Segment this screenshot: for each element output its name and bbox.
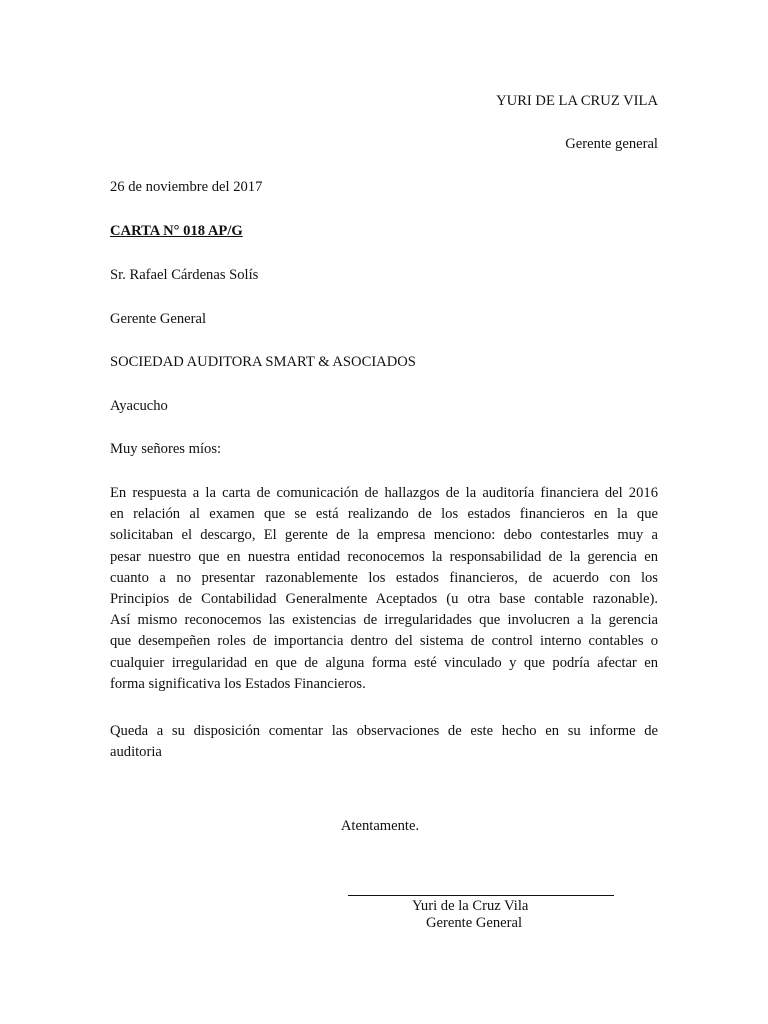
body-line: Así mismo reconocemos las existencias de irregularidades que involucren a la gerencia	[110, 612, 658, 629]
body-line: auditoria	[110, 744, 162, 761]
signature-line	[348, 895, 614, 896]
body-line: cuanto a no presentar razonablemente los estados financieros, de acuerdo con los	[110, 569, 658, 586]
signature-name: Yuri de la Cruz Vila	[412, 898, 529, 914]
salutation: Muy señores míos:	[110, 441, 222, 457]
body-line: cualquier irregularidad en que de alguna forma esté vinculado y que podría afectar en	[110, 654, 658, 671]
body-line: Queda a su disposición comentar las observaciones de este hecho en su informe de	[110, 723, 658, 739]
body-line: que desempeñen roles de importancia dentro del sistema de control interno contables o	[110, 633, 658, 650]
recipient-name: Sr. Rafael Cárdenas Solís	[110, 267, 259, 283]
sender-title: Gerente general	[565, 136, 658, 152]
body-paragraph-1	[110, 483, 658, 695]
sender-name: YURI DE LA CRUZ VILA	[496, 93, 658, 109]
body-line: pesar nuestro que en nuestra entidad reconocemos la responsabilidad de la gerencia en	[110, 548, 658, 565]
letter-number: CARTA N° 018 AP/G	[110, 223, 243, 239]
letter-date: 26 de noviembre del 2017	[110, 179, 263, 195]
signature-title: Gerente General	[426, 915, 523, 931]
body-line: Principios de Contabilidad Generalmente Aceptados (u otra base contable razonable).	[110, 590, 658, 607]
recipient-company: SOCIEDAD AUDITORA SMART & ASOCIADOS	[110, 354, 416, 370]
closing-text: Atentamente.	[340, 818, 420, 834]
recipient-city: Ayacucho	[110, 398, 168, 414]
body-paragraph-2	[110, 721, 658, 763]
recipient-title: Gerente General	[110, 311, 207, 327]
body-line: En respuesta a la carta de comunicación de hallazgos de la auditoría financiera del 2016	[110, 485, 658, 501]
body-line: en relación al examen que se está realizando de los estados financieros en la que	[110, 506, 658, 523]
body-line: forma significativa los Estados Financieros.	[110, 675, 366, 692]
body-line: solicitaban el descargo, El gerente de la empresa menciono: debo contestarles muy a	[110, 527, 658, 544]
